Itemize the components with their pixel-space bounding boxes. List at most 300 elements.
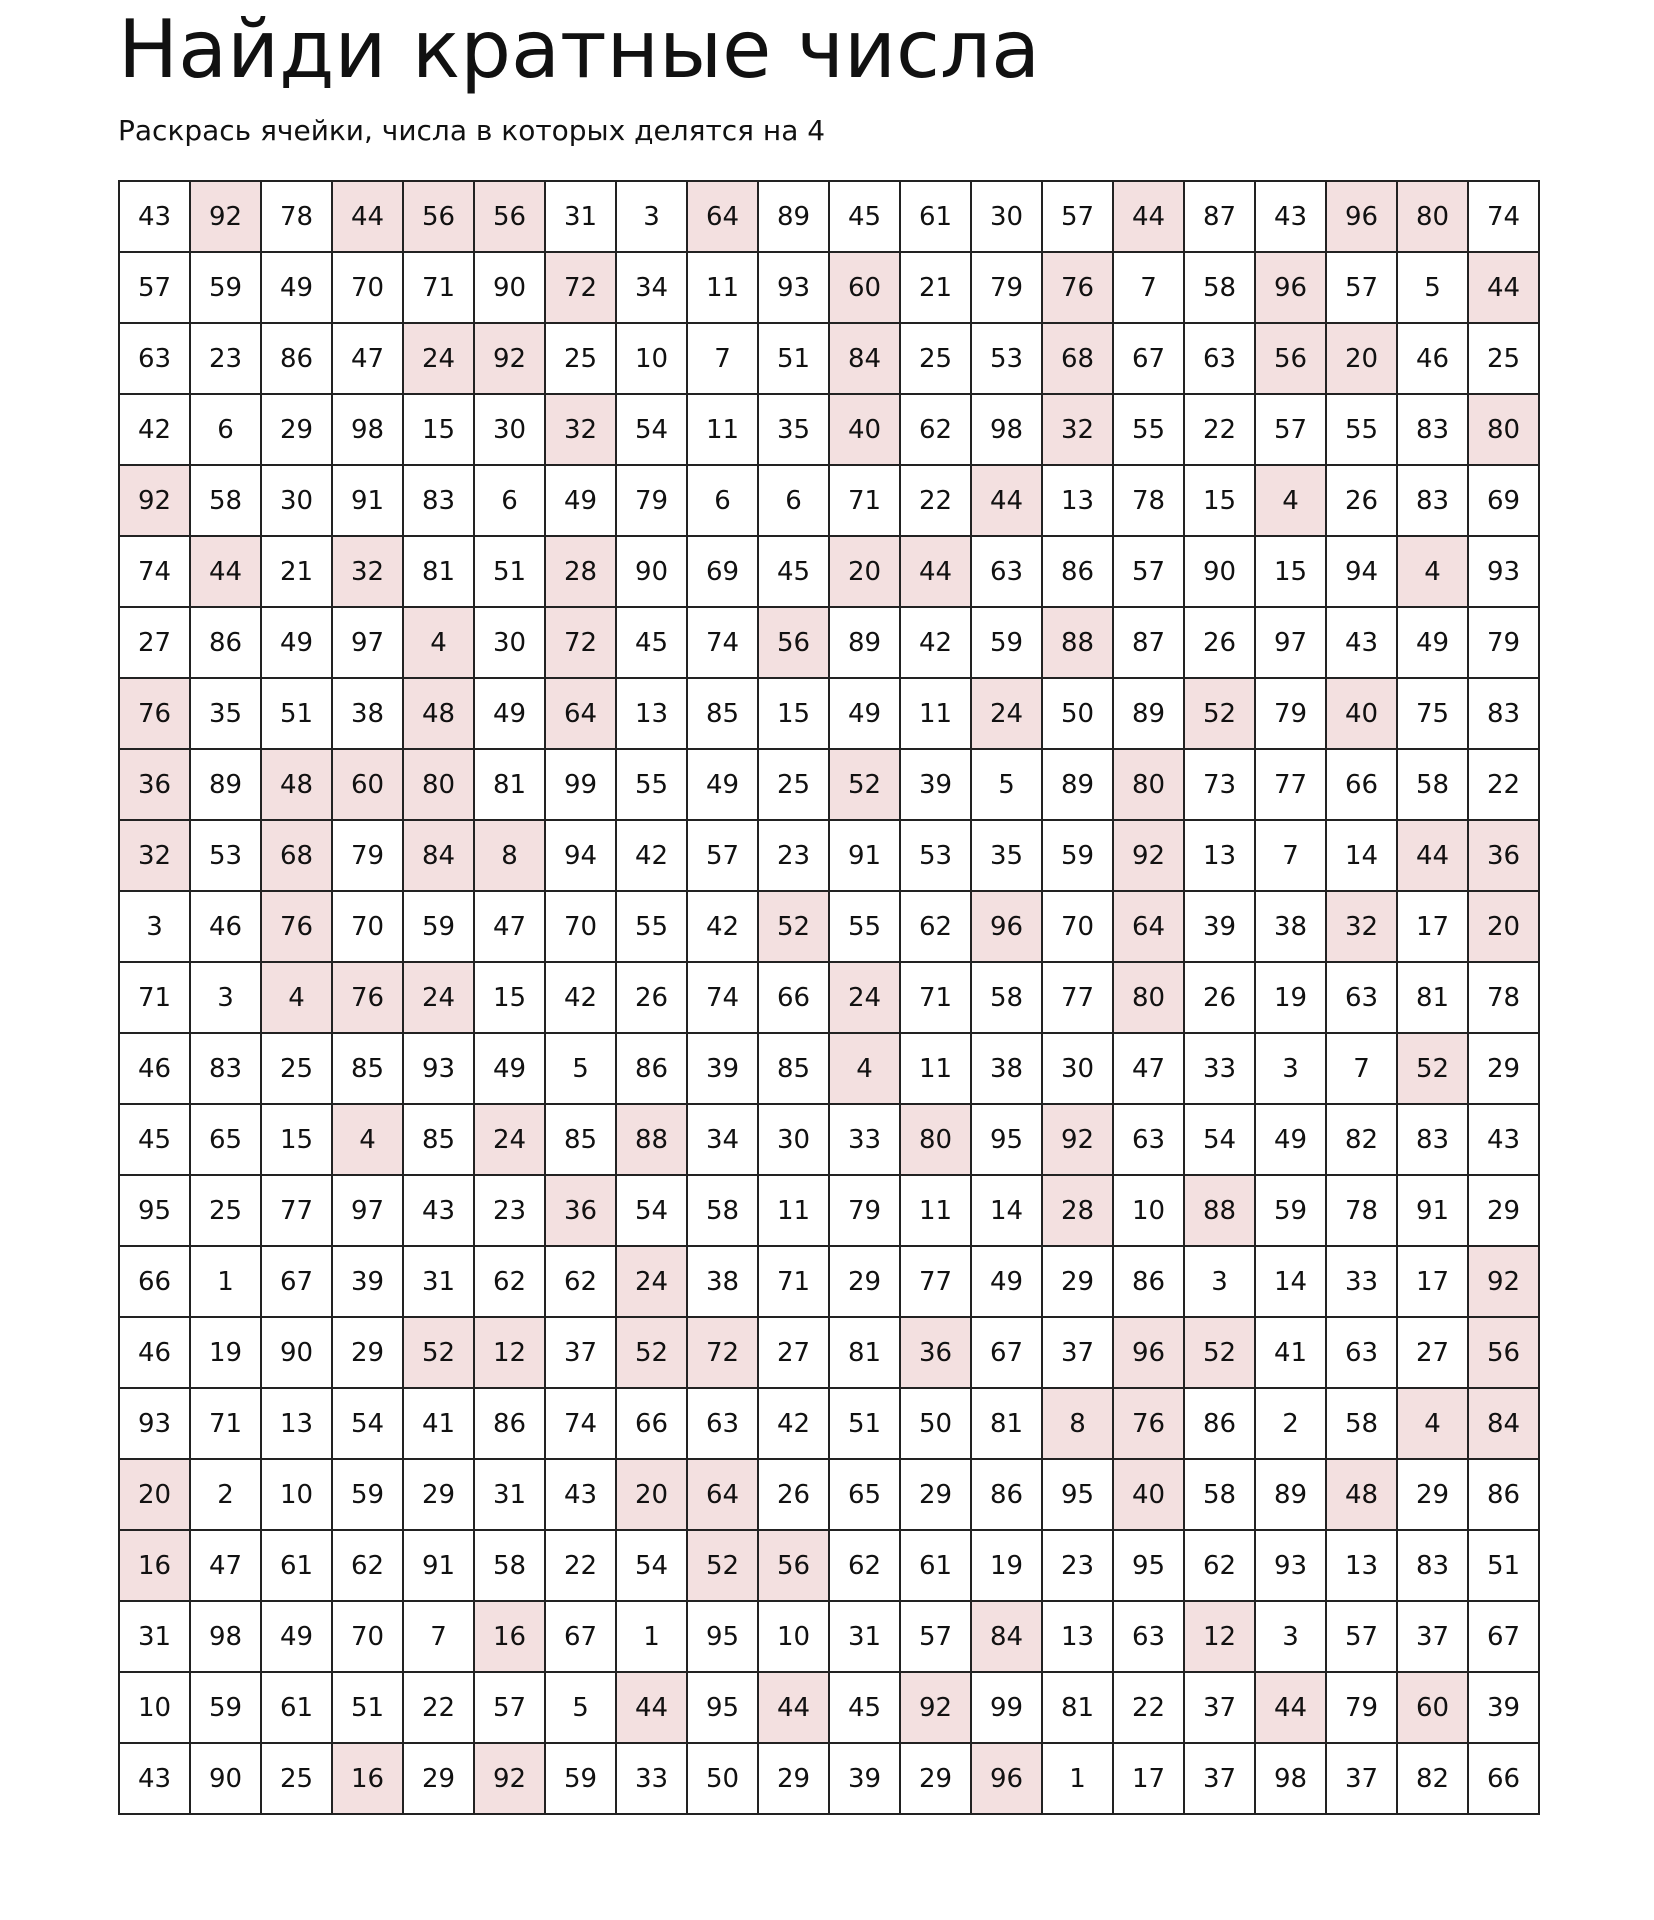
grid-cell[interactable]: 3 [1255,1601,1326,1672]
grid-cell[interactable]: 4 [403,607,474,678]
grid-cell[interactable]: 71 [900,962,971,1033]
grid-cell[interactable]: 10 [119,1672,190,1743]
grid-cell[interactable]: 40 [1113,1459,1184,1530]
grid-cell[interactable]: 71 [758,1246,829,1317]
grid-cell[interactable]: 19 [971,1530,1042,1601]
grid-cell[interactable]: 5 [971,749,1042,820]
grid-cell[interactable]: 96 [1326,181,1397,252]
grid-cell[interactable]: 63 [1113,1104,1184,1175]
grid-cell[interactable]: 55 [1326,394,1397,465]
grid-cell[interactable]: 77 [261,1175,332,1246]
grid-cell[interactable]: 86 [1184,1388,1255,1459]
grid-cell[interactable]: 90 [261,1317,332,1388]
grid-cell[interactable]: 91 [403,1530,474,1601]
grid-cell[interactable]: 59 [1042,820,1113,891]
grid-cell[interactable]: 39 [332,1246,403,1317]
grid-cell[interactable]: 67 [545,1601,616,1672]
grid-cell[interactable]: 80 [1113,962,1184,1033]
grid-cell[interactable]: 26 [616,962,687,1033]
grid-cell[interactable]: 8 [474,820,545,891]
grid-cell[interactable]: 58 [1184,1459,1255,1530]
grid-cell[interactable]: 67 [1113,323,1184,394]
grid-cell[interactable]: 68 [1042,323,1113,394]
grid-cell[interactable]: 64 [1113,891,1184,962]
grid-cell[interactable]: 80 [1468,394,1539,465]
grid-cell[interactable]: 42 [900,607,971,678]
grid-cell[interactable]: 79 [332,820,403,891]
grid-cell[interactable]: 7 [1326,1033,1397,1104]
grid-cell[interactable]: 83 [1397,465,1468,536]
grid-cell[interactable]: 30 [758,1104,829,1175]
grid-cell[interactable]: 37 [1326,1743,1397,1814]
grid-cell[interactable]: 97 [332,1175,403,1246]
grid-cell[interactable]: 4 [829,1033,900,1104]
grid-cell[interactable]: 15 [474,962,545,1033]
grid-cell[interactable]: 86 [1042,536,1113,607]
grid-cell[interactable]: 85 [687,678,758,749]
grid-cell[interactable]: 48 [403,678,474,749]
grid-cell[interactable]: 86 [190,607,261,678]
grid-cell[interactable]: 92 [474,1743,545,1814]
grid-cell[interactable]: 55 [1113,394,1184,465]
grid-cell[interactable]: 93 [119,1388,190,1459]
grid-cell[interactable]: 32 [1326,891,1397,962]
grid-cell[interactable]: 81 [971,1388,1042,1459]
grid-cell[interactable]: 20 [829,536,900,607]
grid-cell[interactable]: 20 [1326,323,1397,394]
grid-cell[interactable]: 59 [545,1743,616,1814]
grid-cell[interactable]: 42 [545,962,616,1033]
grid-cell[interactable]: 22 [545,1530,616,1601]
grid-cell[interactable]: 49 [971,1246,1042,1317]
grid-cell[interactable]: 63 [1113,1601,1184,1672]
grid-cell[interactable]: 64 [687,181,758,252]
grid-cell[interactable]: 49 [261,607,332,678]
grid-cell[interactable]: 32 [332,536,403,607]
grid-cell[interactable]: 70 [332,891,403,962]
grid-cell[interactable]: 14 [1255,1246,1326,1317]
grid-cell[interactable]: 3 [190,962,261,1033]
grid-cell[interactable]: 48 [261,749,332,820]
grid-cell[interactable]: 43 [119,181,190,252]
grid-cell[interactable]: 23 [1042,1530,1113,1601]
grid-cell[interactable]: 57 [1042,181,1113,252]
grid-cell[interactable]: 92 [190,181,261,252]
grid-cell[interactable]: 95 [971,1104,1042,1175]
grid-cell[interactable]: 22 [1184,394,1255,465]
grid-cell[interactable]: 29 [332,1317,403,1388]
grid-cell[interactable]: 13 [1326,1530,1397,1601]
grid-cell[interactable]: 95 [1113,1530,1184,1601]
grid-cell[interactable]: 29 [1468,1175,1539,1246]
grid-cell[interactable]: 57 [1326,252,1397,323]
grid-cell[interactable]: 51 [332,1672,403,1743]
grid-cell[interactable]: 79 [1326,1672,1397,1743]
grid-cell[interactable]: 22 [403,1672,474,1743]
grid-cell[interactable]: 62 [545,1246,616,1317]
grid-cell[interactable]: 85 [545,1104,616,1175]
grid-cell[interactable]: 90 [474,252,545,323]
grid-cell[interactable]: 55 [616,749,687,820]
grid-cell[interactable]: 94 [545,820,616,891]
grid-cell[interactable]: 22 [1468,749,1539,820]
grid-cell[interactable]: 52 [1184,1317,1255,1388]
grid-cell[interactable]: 34 [687,1104,758,1175]
grid-cell[interactable]: 39 [829,1743,900,1814]
grid-cell[interactable]: 47 [190,1530,261,1601]
grid-cell[interactable]: 39 [687,1033,758,1104]
grid-cell[interactable]: 76 [332,962,403,1033]
grid-cell[interactable]: 63 [1184,323,1255,394]
grid-cell[interactable]: 26 [758,1459,829,1530]
grid-cell[interactable]: 21 [900,252,971,323]
grid-cell[interactable]: 64 [687,1459,758,1530]
grid-cell[interactable]: 35 [758,394,829,465]
grid-cell[interactable]: 16 [332,1743,403,1814]
grid-cell[interactable]: 43 [1255,181,1326,252]
grid-cell[interactable]: 44 [190,536,261,607]
grid-cell[interactable]: 90 [190,1743,261,1814]
grid-cell[interactable]: 41 [403,1388,474,1459]
grid-cell[interactable]: 4 [261,962,332,1033]
grid-cell[interactable]: 45 [616,607,687,678]
grid-cell[interactable]: 49 [687,749,758,820]
grid-cell[interactable]: 59 [332,1459,403,1530]
grid-cell[interactable]: 36 [545,1175,616,1246]
grid-cell[interactable]: 32 [545,394,616,465]
grid-cell[interactable]: 78 [1326,1175,1397,1246]
grid-cell[interactable]: 38 [332,678,403,749]
grid-cell[interactable]: 31 [403,1246,474,1317]
grid-cell[interactable]: 25 [190,1175,261,1246]
grid-cell[interactable]: 3 [1255,1033,1326,1104]
grid-cell[interactable]: 54 [1184,1104,1255,1175]
grid-cell[interactable]: 15 [403,394,474,465]
grid-cell[interactable]: 35 [971,820,1042,891]
grid-cell[interactable]: 84 [1468,1388,1539,1459]
grid-cell[interactable]: 92 [900,1672,971,1743]
grid-cell[interactable]: 61 [261,1530,332,1601]
grid-cell[interactable]: 44 [1255,1672,1326,1743]
grid-cell[interactable]: 37 [1042,1317,1113,1388]
grid-cell[interactable]: 45 [758,536,829,607]
grid-cell[interactable]: 83 [1468,678,1539,749]
grid-cell[interactable]: 2 [190,1459,261,1530]
grid-cell[interactable]: 75 [1397,678,1468,749]
grid-cell[interactable]: 80 [900,1104,971,1175]
grid-cell[interactable]: 60 [829,252,900,323]
grid-cell[interactable]: 36 [119,749,190,820]
grid-cell[interactable]: 23 [758,820,829,891]
grid-cell[interactable]: 14 [971,1175,1042,1246]
grid-cell[interactable]: 24 [403,962,474,1033]
grid-cell[interactable]: 32 [119,820,190,891]
grid-cell[interactable]: 51 [474,536,545,607]
grid-cell[interactable]: 13 [1042,1601,1113,1672]
grid-cell[interactable]: 90 [616,536,687,607]
grid-cell[interactable]: 89 [190,749,261,820]
grid-cell[interactable]: 44 [971,465,1042,536]
grid-cell[interactable]: 12 [1184,1601,1255,1672]
grid-cell[interactable]: 79 [1468,607,1539,678]
grid-cell[interactable]: 33 [616,1743,687,1814]
grid-cell[interactable]: 58 [1397,749,1468,820]
grid-cell[interactable]: 55 [829,891,900,962]
grid-cell[interactable]: 52 [616,1317,687,1388]
grid-cell[interactable]: 78 [261,181,332,252]
grid-cell[interactable]: 57 [1113,536,1184,607]
grid-cell[interactable]: 89 [1042,749,1113,820]
grid-cell[interactable]: 3 [119,891,190,962]
grid-cell[interactable]: 30 [474,394,545,465]
grid-cell[interactable]: 83 [1397,394,1468,465]
grid-cell[interactable]: 11 [687,394,758,465]
grid-cell[interactable]: 45 [119,1104,190,1175]
grid-cell[interactable]: 29 [1042,1246,1113,1317]
grid-cell[interactable]: 86 [261,323,332,394]
grid-cell[interactable]: 58 [474,1530,545,1601]
grid-cell[interactable]: 45 [829,181,900,252]
grid-cell[interactable]: 80 [403,749,474,820]
grid-cell[interactable]: 95 [119,1175,190,1246]
grid-cell[interactable]: 39 [900,749,971,820]
grid-cell[interactable]: 57 [1255,394,1326,465]
grid-cell[interactable]: 4 [1397,1388,1468,1459]
grid-cell[interactable]: 47 [474,891,545,962]
grid-cell[interactable]: 7 [687,323,758,394]
grid-cell[interactable]: 11 [687,252,758,323]
grid-cell[interactable]: 22 [1113,1672,1184,1743]
grid-cell[interactable]: 28 [545,536,616,607]
grid-cell[interactable]: 66 [758,962,829,1033]
grid-cell[interactable]: 57 [900,1601,971,1672]
grid-cell[interactable]: 32 [1042,394,1113,465]
grid-cell[interactable]: 53 [971,323,1042,394]
grid-cell[interactable]: 52 [403,1317,474,1388]
grid-cell[interactable]: 49 [474,678,545,749]
grid-cell[interactable]: 44 [900,536,971,607]
grid-cell[interactable]: 6 [474,465,545,536]
grid-cell[interactable]: 25 [261,1033,332,1104]
grid-cell[interactable]: 87 [1184,181,1255,252]
grid-cell[interactable]: 40 [1326,678,1397,749]
grid-cell[interactable]: 56 [403,181,474,252]
grid-cell[interactable]: 20 [616,1459,687,1530]
grid-cell[interactable]: 65 [829,1459,900,1530]
grid-cell[interactable]: 63 [1326,1317,1397,1388]
grid-cell[interactable]: 23 [474,1175,545,1246]
grid-cell[interactable]: 40 [829,394,900,465]
grid-cell[interactable]: 71 [119,962,190,1033]
grid-cell[interactable]: 78 [1468,962,1539,1033]
grid-cell[interactable]: 51 [261,678,332,749]
grid-cell[interactable]: 26 [1184,607,1255,678]
grid-cell[interactable]: 66 [119,1246,190,1317]
grid-cell[interactable]: 29 [261,394,332,465]
grid-cell[interactable]: 88 [1042,607,1113,678]
grid-cell[interactable]: 21 [261,536,332,607]
grid-cell[interactable]: 56 [758,1530,829,1601]
grid-cell[interactable]: 3 [1184,1246,1255,1317]
grid-cell[interactable]: 67 [261,1246,332,1317]
grid-cell[interactable]: 71 [829,465,900,536]
grid-cell[interactable]: 81 [474,749,545,820]
grid-cell[interactable]: 91 [332,465,403,536]
grid-cell[interactable]: 63 [687,1388,758,1459]
grid-cell[interactable]: 5 [545,1033,616,1104]
grid-cell[interactable]: 42 [687,891,758,962]
grid-cell[interactable]: 83 [1397,1530,1468,1601]
grid-cell[interactable]: 59 [971,607,1042,678]
grid-cell[interactable]: 29 [1468,1033,1539,1104]
grid-cell[interactable]: 61 [900,181,971,252]
grid-cell[interactable]: 39 [1468,1672,1539,1743]
grid-cell[interactable]: 89 [758,181,829,252]
grid-cell[interactable]: 10 [1113,1175,1184,1246]
grid-cell[interactable]: 58 [971,962,1042,1033]
grid-cell[interactable]: 14 [1326,820,1397,891]
grid-cell[interactable]: 20 [119,1459,190,1530]
grid-cell[interactable]: 31 [829,1601,900,1672]
grid-cell[interactable]: 27 [119,607,190,678]
grid-cell[interactable]: 27 [758,1317,829,1388]
grid-cell[interactable]: 97 [332,607,403,678]
grid-cell[interactable]: 98 [332,394,403,465]
grid-cell[interactable]: 24 [971,678,1042,749]
grid-cell[interactable]: 30 [971,181,1042,252]
grid-cell[interactable]: 15 [758,678,829,749]
grid-cell[interactable]: 56 [474,181,545,252]
grid-cell[interactable]: 70 [332,252,403,323]
grid-cell[interactable]: 4 [1397,536,1468,607]
grid-cell[interactable]: 79 [1255,678,1326,749]
grid-cell[interactable]: 46 [1397,323,1468,394]
grid-cell[interactable]: 17 [1113,1743,1184,1814]
grid-cell[interactable]: 99 [971,1672,1042,1743]
grid-cell[interactable]: 53 [190,820,261,891]
grid-cell[interactable]: 50 [900,1388,971,1459]
grid-cell[interactable]: 82 [1326,1104,1397,1175]
grid-cell[interactable]: 96 [1255,252,1326,323]
grid-cell[interactable]: 5 [545,1672,616,1743]
grid-cell[interactable]: 93 [1255,1530,1326,1601]
grid-cell[interactable]: 76 [119,678,190,749]
grid-cell[interactable]: 11 [900,1175,971,1246]
grid-cell[interactable]: 30 [474,607,545,678]
grid-cell[interactable]: 44 [1397,820,1468,891]
grid-cell[interactable]: 54 [616,394,687,465]
grid-cell[interactable]: 62 [900,394,971,465]
grid-cell[interactable]: 26 [1326,465,1397,536]
grid-cell[interactable]: 54 [616,1530,687,1601]
grid-cell[interactable]: 58 [1184,252,1255,323]
grid-cell[interactable]: 50 [687,1743,758,1814]
grid-cell[interactable]: 58 [190,465,261,536]
grid-cell[interactable]: 29 [900,1459,971,1530]
grid-cell[interactable]: 17 [1397,1246,1468,1317]
grid-cell[interactable]: 94 [1326,536,1397,607]
grid-cell[interactable]: 62 [900,891,971,962]
grid-cell[interactable]: 17 [1397,891,1468,962]
grid-cell[interactable]: 57 [1326,1601,1397,1672]
grid-cell[interactable]: 79 [616,465,687,536]
grid-cell[interactable]: 43 [1326,607,1397,678]
grid-cell[interactable]: 37 [545,1317,616,1388]
grid-cell[interactable]: 59 [403,891,474,962]
grid-cell[interactable]: 92 [1468,1246,1539,1317]
grid-cell[interactable]: 91 [829,820,900,891]
grid-cell[interactable]: 73 [1184,749,1255,820]
grid-cell[interactable]: 99 [545,749,616,820]
grid-cell[interactable]: 96 [1113,1317,1184,1388]
grid-cell[interactable]: 87 [1113,607,1184,678]
grid-cell[interactable]: 6 [687,465,758,536]
grid-cell[interactable]: 46 [119,1033,190,1104]
grid-cell[interactable]: 70 [545,891,616,962]
grid-cell[interactable]: 59 [190,1672,261,1743]
grid-cell[interactable]: 84 [829,323,900,394]
grid-cell[interactable]: 49 [1397,607,1468,678]
grid-cell[interactable]: 76 [1113,1388,1184,1459]
grid-cell[interactable]: 10 [261,1459,332,1530]
grid-cell[interactable]: 52 [687,1530,758,1601]
grid-cell[interactable]: 11 [900,678,971,749]
grid-cell[interactable]: 46 [119,1317,190,1388]
grid-cell[interactable]: 46 [190,891,261,962]
grid-cell[interactable]: 52 [1397,1033,1468,1104]
grid-cell[interactable]: 36 [1468,820,1539,891]
grid-cell[interactable]: 93 [1468,536,1539,607]
grid-cell[interactable]: 71 [190,1388,261,1459]
grid-cell[interactable]: 74 [687,962,758,1033]
grid-cell[interactable]: 56 [1255,323,1326,394]
grid-cell[interactable]: 43 [1468,1104,1539,1175]
grid-cell[interactable]: 72 [545,252,616,323]
grid-cell[interactable]: 57 [474,1672,545,1743]
grid-cell[interactable]: 67 [971,1317,1042,1388]
grid-cell[interactable]: 20 [1468,891,1539,962]
grid-cell[interactable]: 27 [1397,1317,1468,1388]
grid-cell[interactable]: 13 [1042,465,1113,536]
grid-cell[interactable]: 98 [190,1601,261,1672]
grid-cell[interactable]: 12 [474,1317,545,1388]
grid-cell[interactable]: 42 [119,394,190,465]
grid-cell[interactable]: 44 [332,181,403,252]
grid-cell[interactable]: 43 [119,1743,190,1814]
grid-cell[interactable]: 95 [1042,1459,1113,1530]
grid-cell[interactable]: 61 [261,1672,332,1743]
grid-cell[interactable]: 30 [1042,1033,1113,1104]
grid-cell[interactable]: 5 [1397,252,1468,323]
grid-cell[interactable]: 15 [1184,465,1255,536]
grid-cell[interactable]: 50 [1042,678,1113,749]
grid-cell[interactable]: 89 [1255,1459,1326,1530]
grid-cell[interactable]: 22 [900,465,971,536]
grid-cell[interactable]: 7 [403,1601,474,1672]
grid-cell[interactable]: 60 [1397,1672,1468,1743]
grid-cell[interactable]: 66 [1468,1743,1539,1814]
grid-cell[interactable]: 37 [1184,1743,1255,1814]
grid-cell[interactable]: 31 [474,1459,545,1530]
grid-cell[interactable]: 59 [1255,1175,1326,1246]
grid-cell[interactable]: 60 [332,749,403,820]
grid-cell[interactable]: 86 [971,1459,1042,1530]
grid-cell[interactable]: 39 [1184,891,1255,962]
grid-cell[interactable]: 49 [261,1601,332,1672]
grid-cell[interactable]: 1 [190,1246,261,1317]
grid-cell[interactable]: 7 [1113,252,1184,323]
grid-cell[interactable]: 79 [971,252,1042,323]
